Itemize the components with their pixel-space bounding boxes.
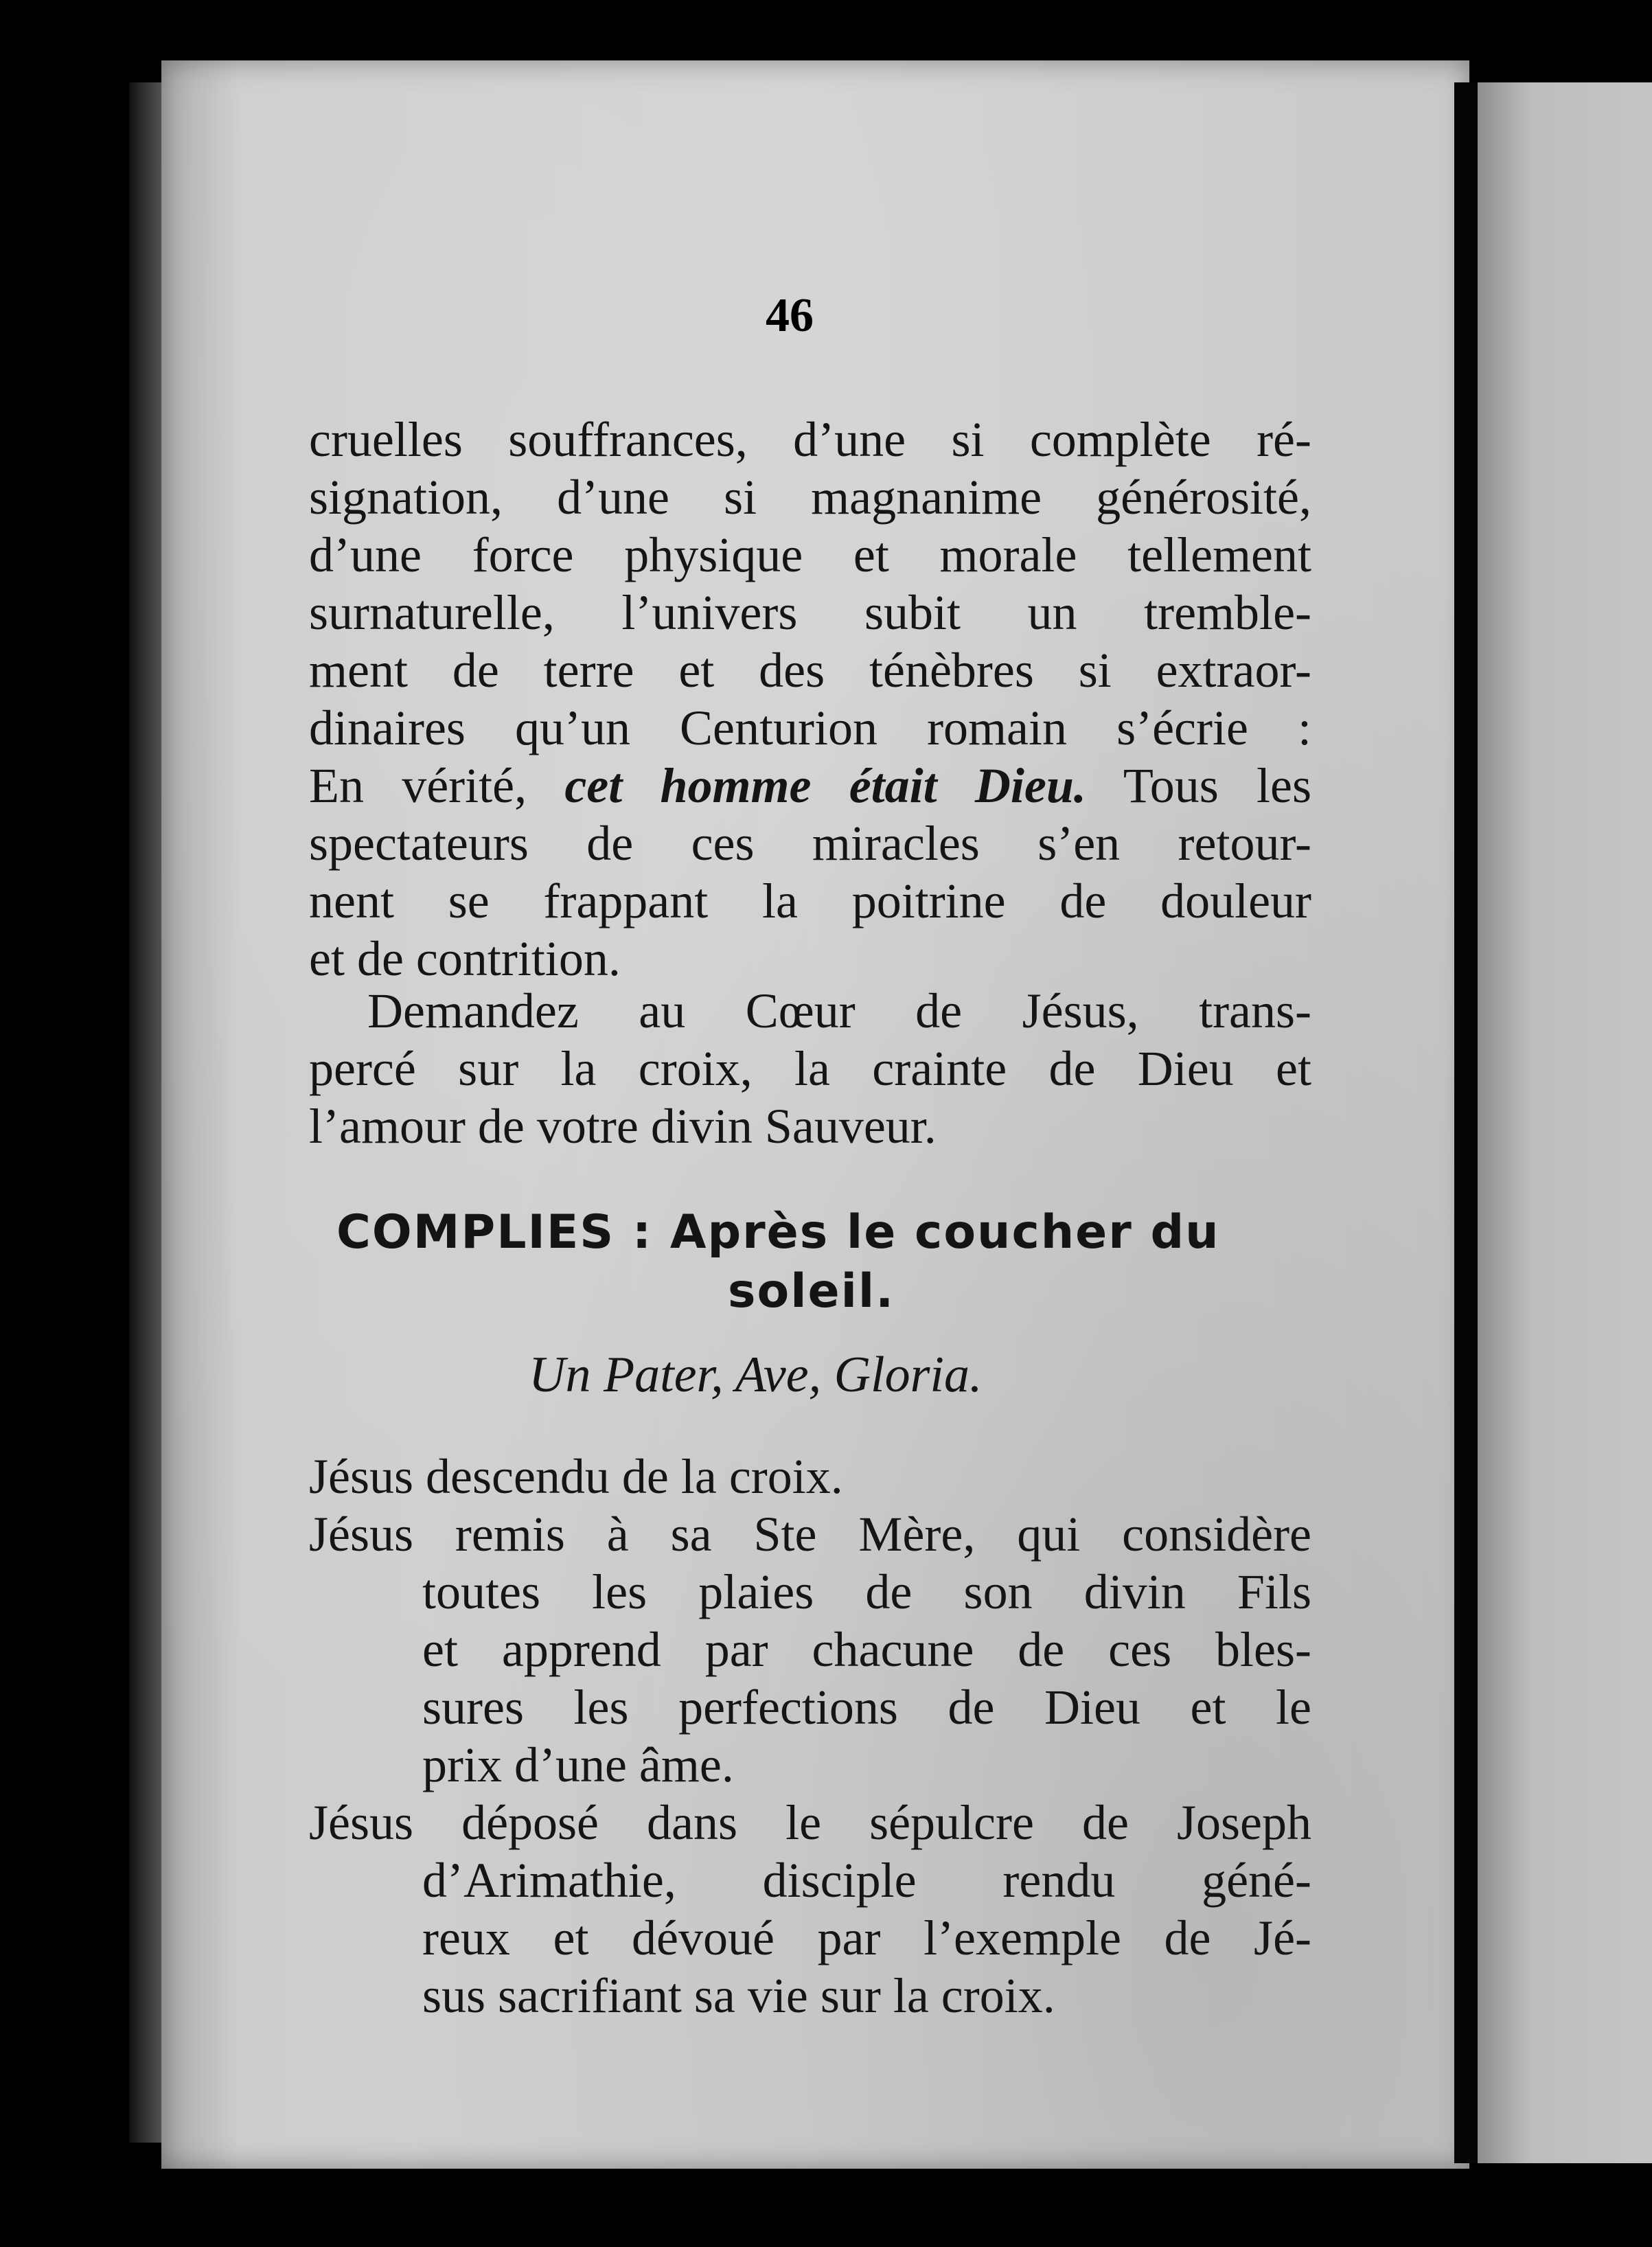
text-line: et apprend par chacune de ces bles- xyxy=(422,1622,1311,1677)
text-line: Demandez au Cœur de Jésus, trans- xyxy=(367,983,1311,1038)
text-line: surnaturelle, l’univers subit un tremble- xyxy=(309,585,1311,640)
text-line: Jésus remis à sa Ste Mère, qui considère xyxy=(309,1507,1311,1562)
text-line: Jésus déposé dans le sépulcre de Joseph xyxy=(309,1795,1311,1850)
text-line: Jésus descendu de la croix. xyxy=(309,1449,843,1504)
text-line: reux et dévoué par l’exemple de Jé- xyxy=(422,1910,1311,1965)
prayer-intro: Un Pater, Ave, Gloria. xyxy=(529,1347,983,1403)
text-line: ment de terre et des ténèbres si extraor- xyxy=(309,643,1311,698)
page-number: 46 xyxy=(766,289,814,342)
text-line: et de contrition. xyxy=(309,931,621,986)
text-line: dinaires qu’un Centurion romain s’écrie : xyxy=(309,700,1311,755)
text-line: l’amour de votre divin Sauveur. xyxy=(309,1099,937,1154)
text-line: percé sur la croix, la crainte de Dieu et xyxy=(309,1041,1311,1096)
list-item xyxy=(309,1505,1311,1794)
text-line xyxy=(309,757,1311,814)
list-item xyxy=(309,1448,1311,1505)
section-heading xyxy=(336,1203,1298,1321)
text-line: spectateurs de ces miracles s’en retour- xyxy=(309,816,1311,871)
emphasized-quote: cet homme était Dieu. xyxy=(564,758,1086,813)
paragraph-1 xyxy=(309,411,1311,988)
list-item xyxy=(309,1794,1311,2024)
text-line: sures les perfections de Dieu et le xyxy=(422,1680,1311,1735)
book-spine xyxy=(1454,82,1478,2163)
facing-page-edge xyxy=(1478,82,1652,2163)
text-line: d’Arimathie, disciple rendu géné- xyxy=(422,1853,1311,1908)
text-line: cruelles souffrances, d’une si complète ré- xyxy=(309,412,1311,467)
text-line: sus sacrifiant sa vie sur la croix. xyxy=(422,1968,1055,2023)
text-line: toutes les plaies de son divin Fils xyxy=(422,1564,1311,1619)
text-line: prix d’une âme. xyxy=(422,1737,734,1792)
text-fragment: Tous les xyxy=(1123,758,1312,813)
text-line: signation, d’une si magnanime générosité, xyxy=(309,470,1311,525)
text-line: nent se frappant la poitrine de douleur xyxy=(309,874,1311,928)
heading-title: COMPLIES : Après le coucher du xyxy=(336,1205,1220,1259)
text-line: d’une force physique et morale tellement xyxy=(309,527,1311,582)
heading-continuation: soleil. xyxy=(728,1264,895,1319)
paragraph-2 xyxy=(309,982,1311,1155)
text-fragment: En vérité, xyxy=(309,758,527,813)
